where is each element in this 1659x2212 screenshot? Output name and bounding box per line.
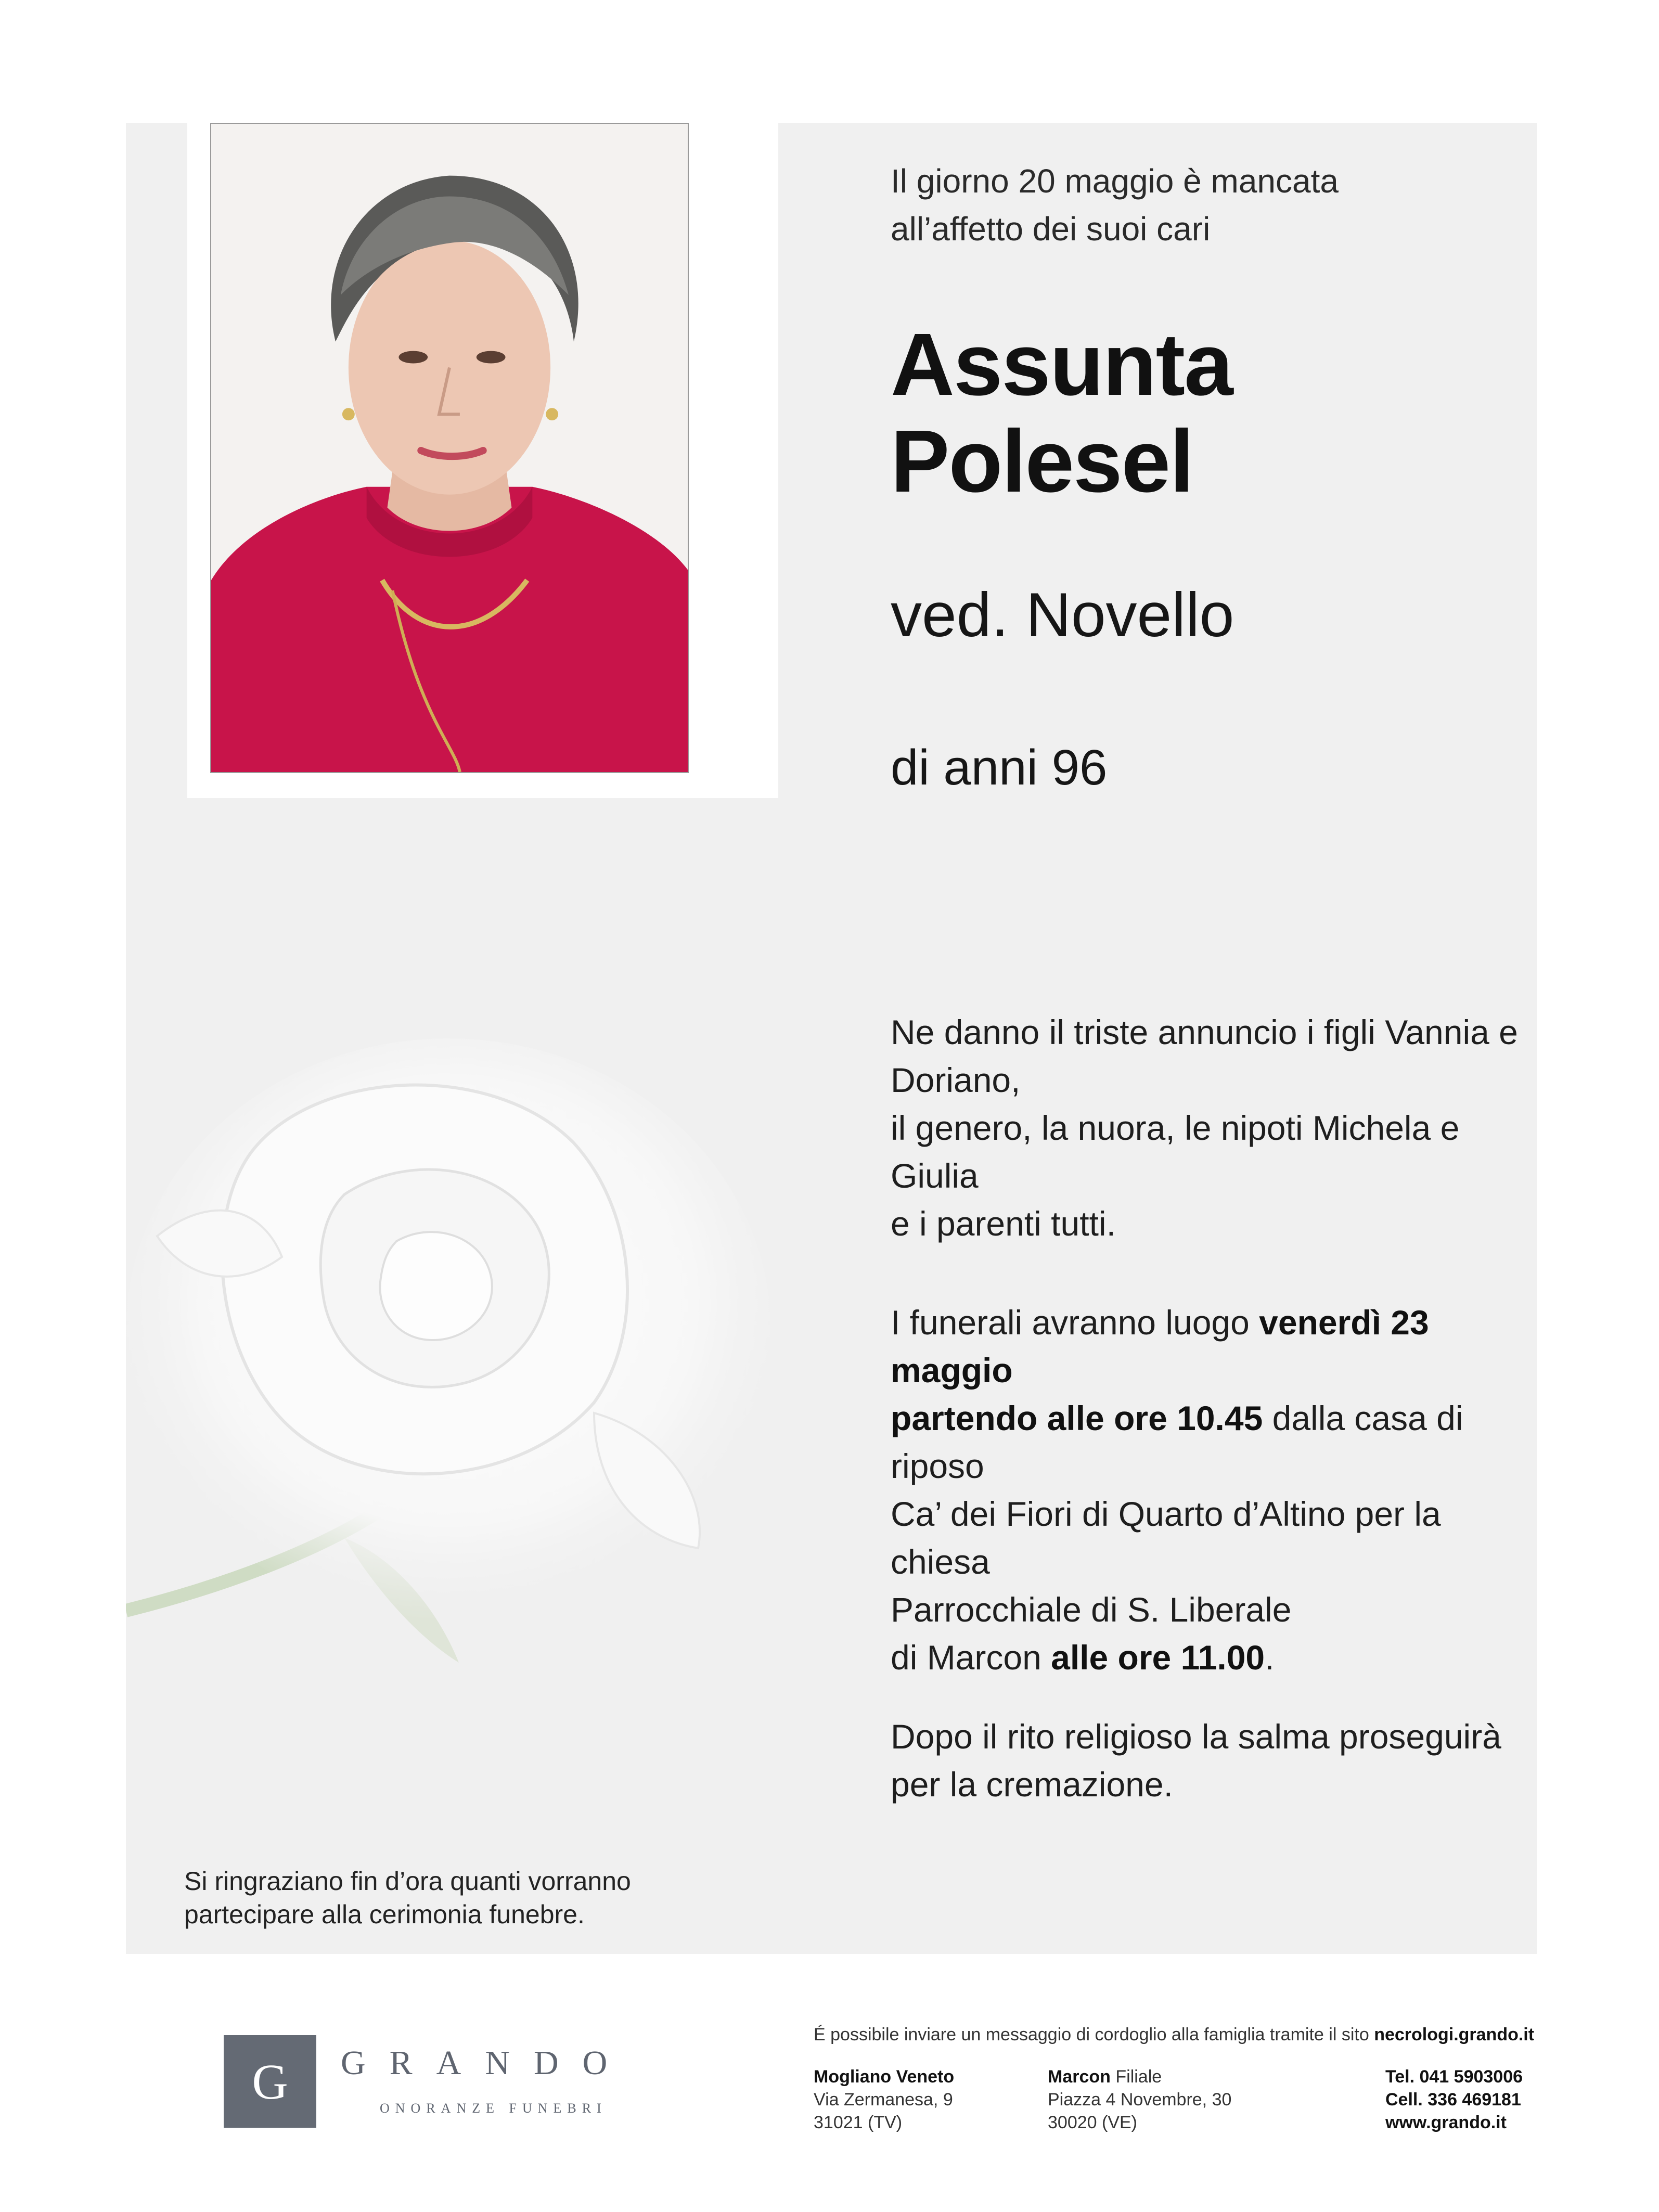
- white-rose-image: [126, 1038, 854, 1767]
- logo-subtitle: ONORANZE FUNEBRI: [380, 2101, 607, 2116]
- funeral-line-4: Parrocchiale di S. Liberale: [891, 1590, 1292, 1629]
- phone-number[interactable]: Tel. 041 5903006: [1385, 2067, 1523, 2087]
- condolence-text: É possibile inviare un messaggio di cordoglio alla famiglia tramite il sito: [814, 2025, 1374, 2044]
- after-rite-line-2: per la cremazione.: [891, 1765, 1173, 1804]
- service-time: alle ore 11.00: [1051, 1638, 1265, 1677]
- funeral-line-5: [891, 1634, 1537, 1681]
- church-location: di Marcon: [891, 1638, 1051, 1677]
- widow-of: ved. Novello: [891, 580, 1234, 650]
- funeral-line-3: Ca’ dei Fiori di Quarto d’Altino per la chiesa: [891, 1495, 1441, 1581]
- office-2-street: Piazza 4 Novembre, 30: [1048, 2090, 1232, 2110]
- office-2-city: Marcon: [1048, 2067, 1111, 2087]
- condolence-message: [814, 2025, 1534, 2045]
- period: .: [1265, 1638, 1275, 1677]
- departure-time: partendo alle ore 10.45: [891, 1399, 1263, 1437]
- office-marcon: [1048, 2065, 1231, 2134]
- intro-line-1: Il giorno 20 maggio è mancata: [891, 162, 1339, 200]
- funeral-intro: I funerali avranno luogo: [891, 1303, 1259, 1342]
- age: di anni 96: [891, 740, 1108, 795]
- deceased-name: [891, 316, 1232, 510]
- funeral-date: venerdì 23 maggio: [891, 1303, 1429, 1390]
- contacts: [1385, 2065, 1523, 2134]
- announcement-line-2: il genero, la nuora, le nipoti Michela e Giulia: [891, 1109, 1460, 1195]
- first-name: Assunta: [891, 315, 1232, 414]
- announcement-line-1: Ne danno il triste annuncio i figli Vannia e Doriano,: [891, 1013, 1518, 1099]
- office-1-street: Via Zermanesa, 9: [814, 2090, 953, 2110]
- office-1-zip: 31021 (TV): [814, 2113, 903, 2132]
- thanks-line-2: partecipare alla cerimonia funebre.: [184, 1900, 585, 1929]
- departure-place: dalla casa di riposo: [891, 1399, 1463, 1485]
- office-2-zip: 30020 (VE): [1048, 2113, 1137, 2132]
- thanks-text: [184, 1864, 631, 1931]
- cell-number[interactable]: Cell. 336 469181: [1385, 2090, 1521, 2110]
- funeral-line-1: [891, 1298, 1537, 1394]
- logo-letter: G: [252, 2053, 288, 2110]
- obituary-panel: [126, 123, 1537, 1954]
- logo-name: GRANDO: [341, 2044, 632, 2082]
- portrait-photo: [210, 123, 689, 773]
- intro-text: [891, 157, 1339, 253]
- intro-line-2: all’affetto dei suoi cari: [891, 210, 1211, 248]
- announcement-line-3: e i parenti tutti.: [891, 1204, 1116, 1243]
- portrait-frame: [187, 123, 778, 798]
- grando-logo-mark: [224, 2035, 316, 2128]
- thanks-line-1: Si ringraziano fin d’ora quanti vorranno: [184, 1867, 631, 1896]
- condolence-site-link[interactable]: necrologi.grando.it: [1374, 2025, 1535, 2044]
- announcement-text: [891, 1008, 1537, 1248]
- funeral-info: [891, 1298, 1537, 1681]
- after-rite-text: [891, 1713, 1501, 1808]
- last-name: Polesel: [891, 412, 1193, 511]
- office-2-type: Filiale: [1110, 2067, 1162, 2087]
- after-rite-line-1: Dopo il rito religioso la salma proseguirà: [891, 1717, 1501, 1756]
- office-mogliano: [814, 2065, 954, 2134]
- funeral-line-2: [891, 1394, 1537, 1490]
- office-1-city: Mogliano Veneto: [814, 2067, 955, 2087]
- website-link[interactable]: www.grando.it: [1385, 2113, 1507, 2132]
